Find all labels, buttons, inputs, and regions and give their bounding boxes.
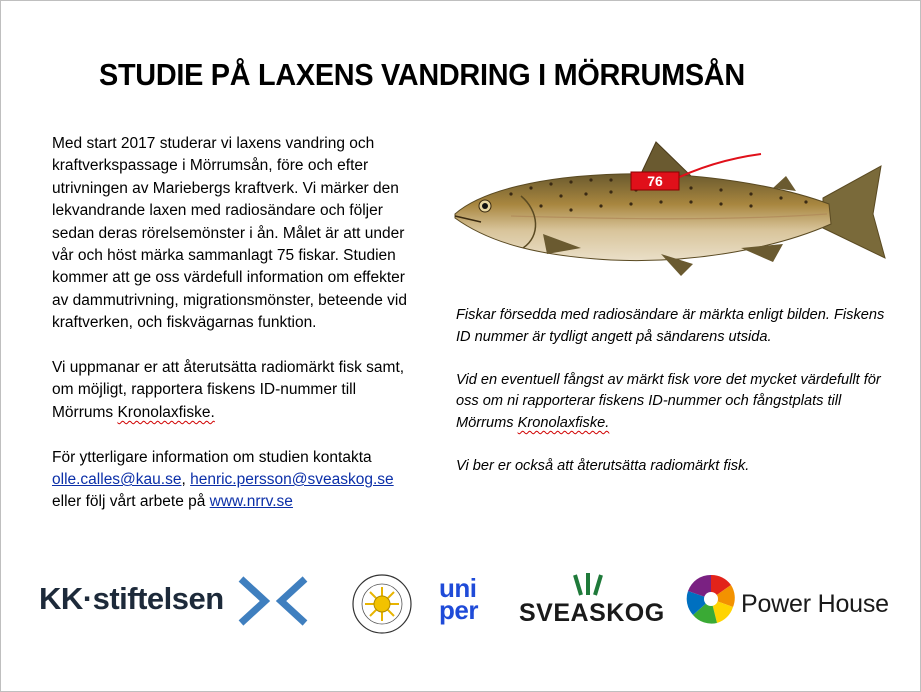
contact-text: För ytterligare information om studien kontakta bbox=[52, 448, 372, 466]
release-request-paragraph: Vi ber er också att återutsätta radiomärkt fisk. bbox=[456, 458, 750, 475]
release-paragraph bbox=[52, 357, 407, 424]
website-link[interactable]: www.nrrv.se bbox=[209, 493, 293, 511]
info-text-right bbox=[456, 305, 896, 499]
report-text: Vid en eventuell fångst av märkt fisk vore det mycket värdefullt för oss om ni rapporterar fiskens ID-nummer och fångstplats till Mörrums bbox=[456, 371, 881, 431]
kronolaxfiske-text: Kronolaxfiske. bbox=[117, 403, 215, 421]
uniper-text-1: uni bbox=[439, 573, 477, 603]
uniper-logo bbox=[439, 573, 478, 625]
kk-chevron-icon bbox=[237, 575, 309, 627]
email-link-olle[interactable]: olle.calles@kau.se bbox=[52, 471, 182, 489]
follow-text: eller följ vårt arbete på bbox=[52, 493, 210, 511]
karlstads-universitet-seal bbox=[351, 573, 413, 635]
release-text: Vi uppmanar er att återutsätta radiomärkt fisk samt, om möjligt, rapportera fiskens ID-nummer till Mörrums bbox=[52, 359, 405, 421]
power-house-pinwheel-icon bbox=[685, 573, 737, 625]
tag-info-paragraph: Fiskar försedda med radiosändare är märkta enligt bilden. Fiskens ID nummer är tydligt angett på sändarens utsida. bbox=[456, 307, 885, 345]
kk-stiftelsen-logo: KK·stiftelsen bbox=[39, 581, 224, 616]
uniper-text-2: per bbox=[439, 595, 478, 625]
report-paragraph bbox=[456, 370, 896, 435]
contact-paragraph bbox=[52, 447, 407, 514]
sveaskog-crown-icon bbox=[571, 573, 605, 599]
email-link-henric[interactable]: henric.persson@sveaskog.se bbox=[190, 471, 394, 489]
separator: , bbox=[181, 471, 191, 489]
intro-paragraph: Med start 2017 studerar vi laxens vandring och kraftverkspassage i Mörrumsån, före och efter utrivningen av Mariebergs kraftverk. Vi märker den lekvandrande laxen med radiosändare och följer sedan deras rörelsemönster i ån. Målet är att under vår och höst märka sammanlagt 75 fiskar. Studien kommer att ge oss värdefull information om effekter av dammutrivning, migrationsmönster, beteende vid kraftverken, och fiskvägarnas funktion. bbox=[52, 135, 407, 332]
fish-tag-number: 76 bbox=[647, 173, 663, 189]
sveaskog-logo: SVEASKOG bbox=[519, 599, 665, 627]
kronolaxfiske-text-right: Kronolaxfiske. bbox=[517, 414, 610, 431]
power-house-logo: Power House bbox=[741, 590, 889, 618]
salmon-illustration bbox=[451, 136, 891, 286]
page-title: STUDIE PÅ LAXENS VANDRING I MÖRRUMSÅN bbox=[99, 57, 745, 92]
info-text-left bbox=[52, 133, 407, 536]
